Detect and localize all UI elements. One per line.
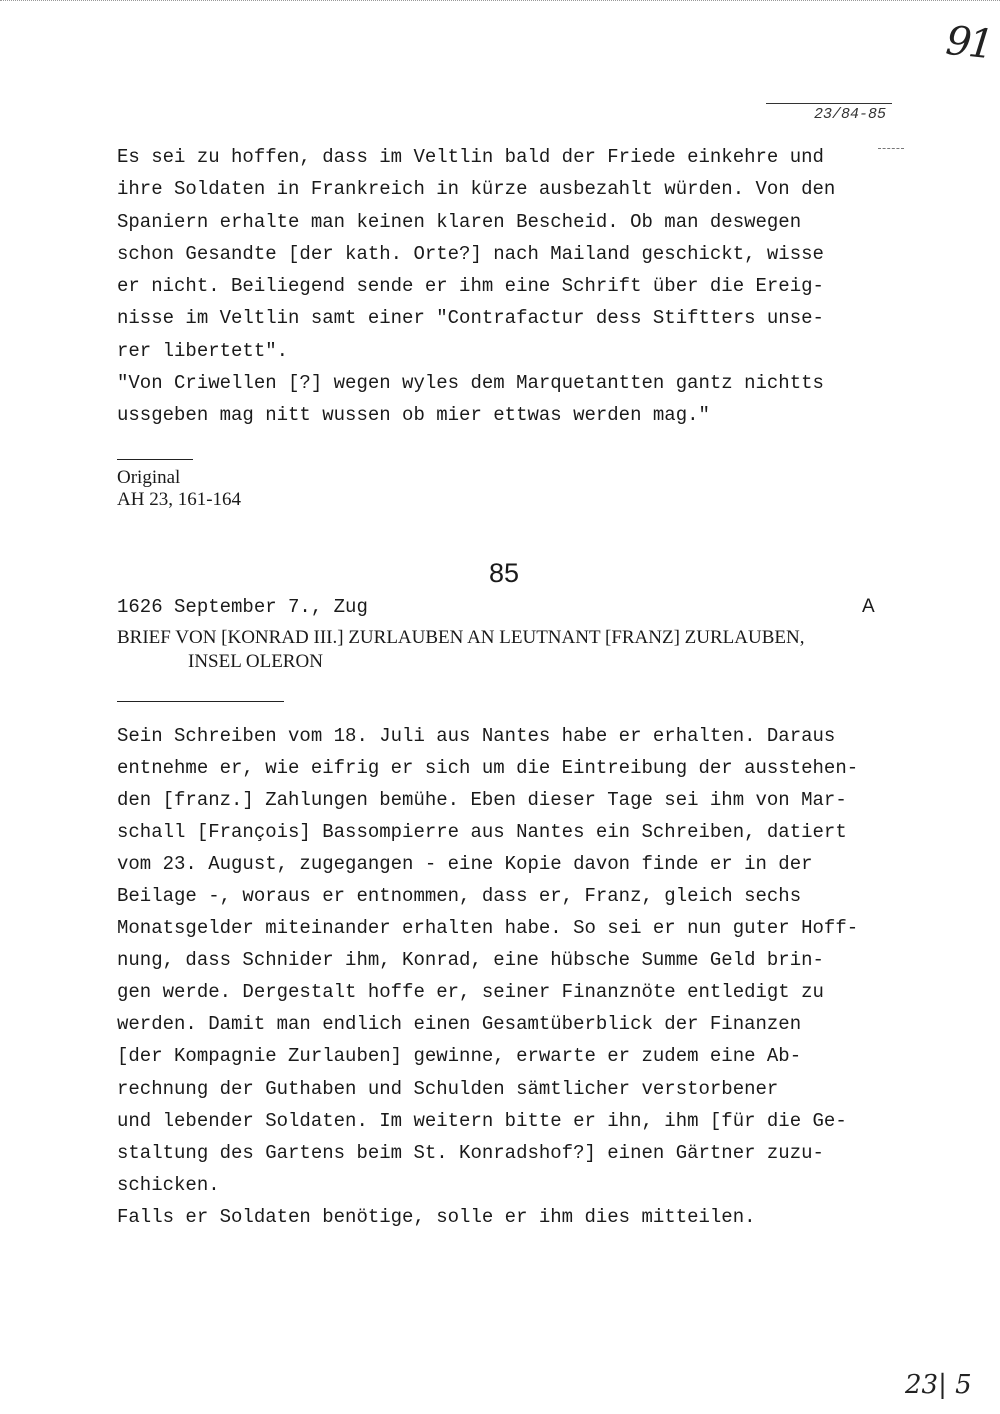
text-line: schall [François] Bassompierre aus Nantes ein Schreiben, datiert [117, 821, 847, 844]
text-line: "Von Criwellen [?] wegen wyles dem Marquetantten gantz nichtts [117, 372, 824, 395]
source-reference [117, 467, 241, 511]
text-line: Sein Schreiben vom 18. Juli aus Nantes habe er erhalten. Daraus [117, 725, 836, 747]
text-line: ussgeben mag nitt wussen ob mier ettwas werden mag." [117, 404, 710, 427]
reference-rule [766, 103, 892, 104]
text-line: vom 23. August, zugegangen - eine Kopie davon finde er in der [117, 853, 813, 876]
text-line: Spaniern erhalte man keinen klaren Bescheid. Ob man deswegen [117, 210, 802, 233]
text-line: und lebender Soldaten. Im weitern bitte er ihn, ihm [für die Ge- [117, 1109, 847, 1132]
page-top-edge [0, 0, 1000, 3]
text-line: nung, dass Schnider ihm, Konrad, eine hübsche Summe Geld brin- [117, 949, 824, 972]
text-line: schicken. [117, 1173, 220, 1196]
source-separator [117, 459, 193, 460]
document-letter: A [862, 596, 875, 617]
reference-number: 23/84-85 [814, 106, 887, 123]
document-body [117, 720, 858, 1233]
title-line: BRIEF VON [KONRAD III.] ZURLAUBEN AN LEUTNANT [FRANZ] ZURLAUBEN, [117, 627, 805, 648]
text-line: rer libertett". [117, 339, 289, 362]
text-line: Beilage -, woraus er entnommen, dass er, Franz, gleich sechs [117, 885, 802, 908]
text-line: werden. Damit man endlich einen Gesamtüberblick der Finanzen [117, 1013, 802, 1036]
text-line: entnehme er, wie eifrig er sich um die Eintreibung der ausstehen- [117, 757, 859, 780]
text-line: Monatsgelder miteinander erhalten habe. So sei er nun guter Hoff- [117, 917, 859, 940]
text-line: [der Kompagnie Zurlauben] gewinne, erwarte er zudem eine Ab- [117, 1045, 802, 1068]
text-line: Falls er Soldaten benötige, solle er ihm dies mitteilen. [117, 1205, 756, 1228]
text-line: schon Gesandte [der kath. Orte?] nach Mailand geschickt, wisse [117, 242, 824, 265]
margin-dash [878, 148, 904, 149]
document-title [117, 626, 804, 674]
document-number: 85 [489, 558, 520, 588]
source-line: AH 23, 161-164 [117, 489, 242, 510]
text-line: er nicht. Beiliegend sende er ihm eine Schrift über die Ereig- [117, 275, 824, 298]
text-line: den [franz.] Zahlungen bemühe. Eben dieser Tage sei ihm von Mar- [117, 789, 847, 812]
title-line: INSEL OLERON [188, 651, 323, 672]
title-separator [117, 701, 284, 702]
source-line: Original [117, 467, 181, 488]
text-line: Es sei zu hoffen, dass im Veltlin bald der Friede einkehre und [117, 146, 824, 168]
handwritten-page-number: 91 [943, 17, 994, 69]
text-line: staltung des Gartens beim St. Konradshof?] einen Gärtner zuzu- [117, 1141, 824, 1164]
document-date-place: 1626 September 7., Zug [117, 596, 368, 618]
text-line: nisse im Veltlin samt einer "Contrafactur dess Stiftters unse- [117, 307, 824, 330]
text-line: ihre Soldaten in Frankreich in kürze ausbezahlt würden. Von den [117, 178, 836, 201]
text-line: rechnung der Guthaben und Schulden sämtlicher verstorbener [117, 1077, 779, 1100]
text-line: gen werde. Dergestalt hoffe er, seiner Finanznöte entledigt zu [117, 981, 824, 1004]
handwritten-archive-mark: 23| 5 [905, 1370, 972, 1400]
previous-document-text [117, 141, 835, 432]
